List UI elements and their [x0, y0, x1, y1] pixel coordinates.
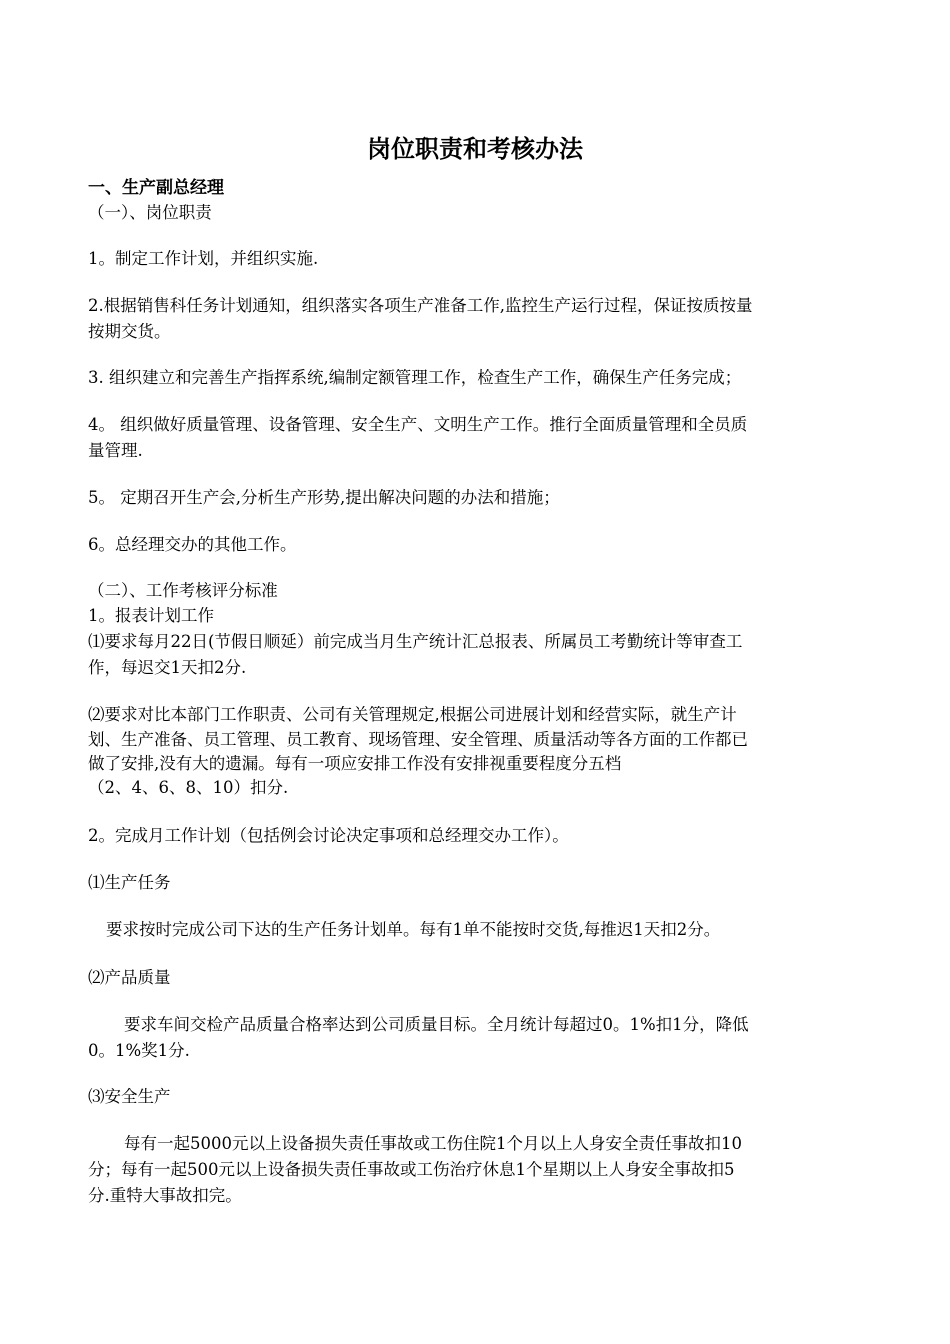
subsection-heading-assessment: （二）、工作考核评分标准	[88, 581, 278, 600]
duty-item-4-line-1: 4。 组织做好质量管理、设备管理、安全生产、文明生产工作。推行全面质量管理和全员质	[88, 415, 748, 434]
assessment-2-3-line-3: 分.重特大事故扣完。	[88, 1186, 242, 1205]
assessment-1-2-line-2: 划、生产准备、员工管理、员工教育、现场管理、安全管理、质量活动等各方面的工作都已	[88, 730, 748, 749]
assessment-1-1-line-1: ⑴要求每月22日(节假日顺延）前完成当月生产统计汇总报表、所属员工考勤统计等审查工	[88, 632, 743, 651]
assessment-item-2-heading: 2。完成月工作计划（包括例会讨论决定事项和总经理交办工作）。	[88, 826, 569, 845]
assessment-2-1-heading: ⑴生产任务	[88, 873, 171, 892]
duty-item-3: 3. 组织建立和完善生产指挥系统,编制定额管理工作，检查生产工作，确保生产任务完成；	[88, 368, 742, 387]
assessment-2-2-line-2: 0。1%奖1分.	[88, 1041, 190, 1060]
assessment-2-2-heading: ⑵产品质量	[88, 968, 171, 987]
duty-item-5: 5。 定期召开生产会,分析生产形势,提出解决问题的办法和措施；	[88, 488, 560, 507]
assessment-1-2-line-4: （2、4、6、8、10）扣分.	[88, 778, 289, 797]
assessment-1-2-line-3: 做了安排,没有大的遗漏。每有一项应安排工作没有安排视重要程度分五档	[88, 754, 622, 773]
assessment-2-3-line-1: 每有一起5000元以上设备损失责任事故或工伤住院1个月以上人身安全责任事故扣10	[124, 1134, 742, 1153]
duty-item-4-line-2: 量管理.	[88, 441, 143, 460]
duty-item-2-line-1: 2.根据销售科任务计划通知，组织落实各项生产准备工作,监控生产运行过程，保证按质按量	[88, 296, 753, 315]
subsection-heading-duties: （一）、岗位职责	[88, 203, 212, 222]
duty-item-2-line-2: 按期交货。	[88, 322, 171, 341]
assessment-item-1-heading: 1。报表计划工作	[88, 606, 214, 625]
assessment-1-1-line-2: 作，每迟交1天扣2分.	[88, 658, 247, 677]
duty-item-1: 1。制定工作计划，并组织实施.	[88, 249, 319, 268]
assessment-2-1-text: 要求按时完成公司下达的生产任务计划单。每有1单不能按时交货,每推迟1天扣2分。	[106, 920, 721, 939]
assessment-1-2-line-1: ⑵要求对比本部门工作职责、公司有关管理规定,根据公司进展计划和经营实际，就生产计	[88, 705, 737, 724]
assessment-2-3-line-2: 分；每有一起500元以上设备损失责任事故或工伤治疗休息1个星期以上人身安全事故扣5	[88, 1160, 735, 1179]
section-heading-deputy-gm: 一、生产副总经理	[88, 178, 224, 198]
document-title: 岗位职责和考核办法	[367, 134, 583, 163]
duty-item-6: 6。总经理交办的其他工作。	[88, 535, 297, 554]
assessment-2-2-line-1: 要求车间交检产品质量合格率达到公司质量目标。全月统计每超过0。1%扣1分，降低	[124, 1015, 749, 1034]
assessment-2-3-heading: ⑶安全生产	[88, 1087, 171, 1106]
